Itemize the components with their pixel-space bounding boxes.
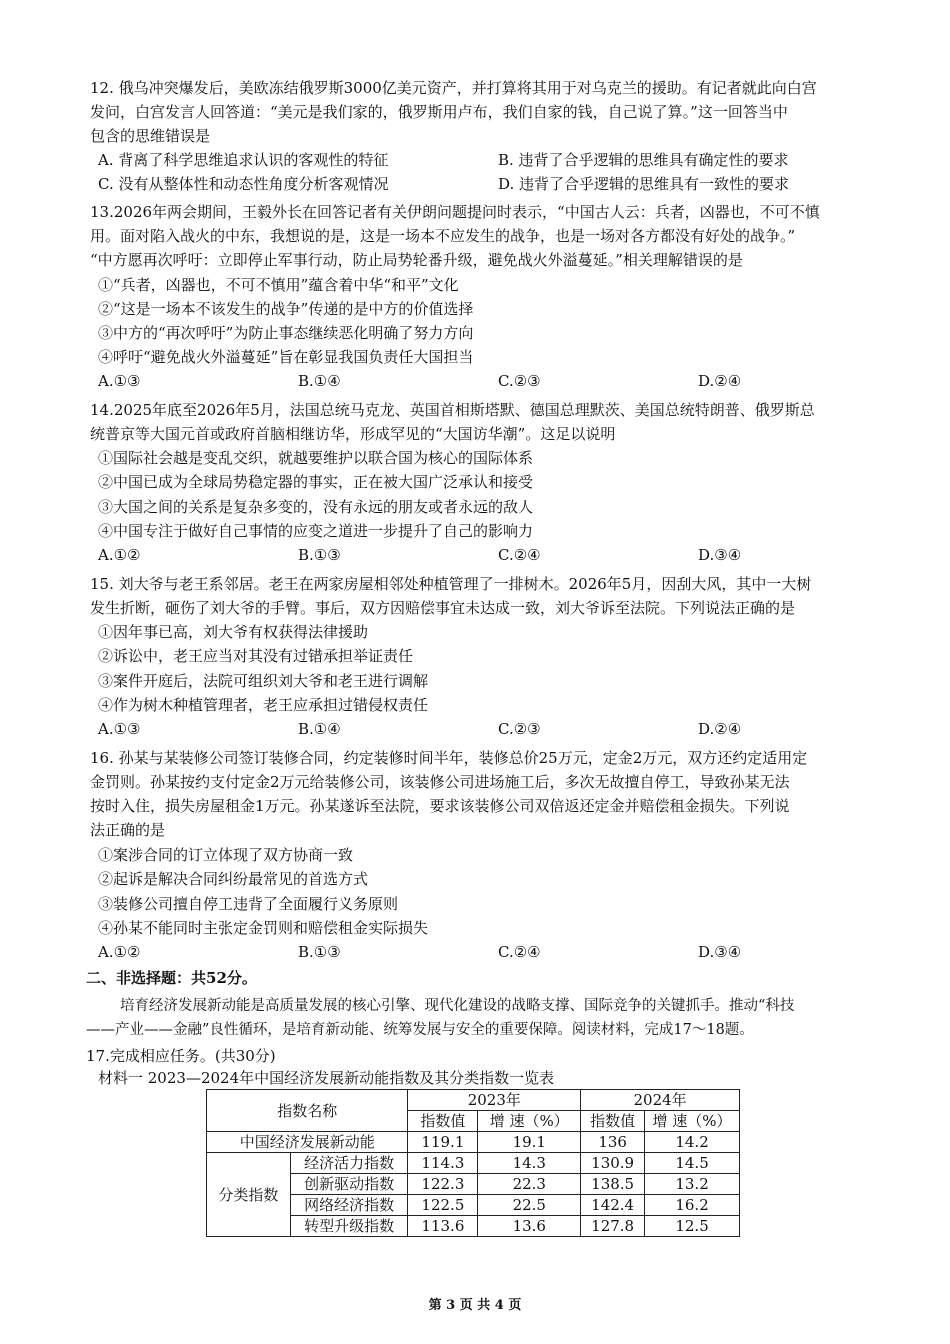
page-footer: 第 3 页 共 4 页	[428, 1298, 522, 1313]
options-row	[0, 545, 950, 565]
section-intro: 培育经济发展新动能是高质量发展的核心引擎、现代化建设的战略支撑、国际竞争的关键抓手。推动“科技	[120, 998, 795, 1014]
option-c: C.②④	[498, 546, 541, 564]
options-row	[0, 174, 950, 194]
section-heading: 二、非选择题：共52分。	[86, 969, 257, 987]
cell-value: 113.6	[408, 1216, 478, 1237]
options-row	[0, 942, 950, 962]
row-label: 转型升级指数	[290, 1216, 408, 1237]
question-text: 发生折断，砸伤了刘大爷的手臂。事后，双方因赔偿事宜未达成一致，刘大爷诉至法院。下列说法正确的是	[90, 599, 796, 617]
row-label: 中国经济发展新动能	[207, 1132, 408, 1153]
statement-1: ①案涉合同的订立体现了双方协商一致	[98, 846, 354, 864]
table-row	[207, 1153, 740, 1174]
statement-4: ④作为树木种植管理者，老王应承担过错侵权责任	[98, 696, 429, 714]
header-year-2024: 2024年	[581, 1090, 740, 1111]
cell-value: 130.9	[581, 1153, 645, 1174]
header-growth: 增 速（%）	[645, 1111, 740, 1132]
header-growth: 增 速（%）	[478, 1111, 581, 1132]
row-label: 创新驱动指数	[290, 1174, 408, 1195]
statement-2: ②诉讼中，老王应当对其没有过错承担举证责任	[98, 647, 414, 665]
option-c: C. 没有从整体性和动态性角度分析客观情况	[98, 175, 389, 193]
question-text: 用。面对陷入战火的中东，我想说的是，这是一场本不应发生的战争，也是一场对各方都没有好处的战争。”	[90, 227, 796, 245]
row-label: 经济活力指数	[290, 1153, 408, 1174]
option-c: C.②③	[498, 720, 541, 738]
cell-growth: 22.3	[478, 1174, 581, 1195]
option-d: D.②④	[698, 372, 742, 390]
header-index-name: 指数名称	[207, 1090, 408, 1132]
cell-growth: 16.2	[645, 1195, 740, 1216]
option-b: B.①③	[298, 943, 341, 961]
statement-1: ①“兵者，凶器也，不可不慎用”蕴含着中华“和平”文化	[98, 276, 459, 294]
statement-3: ③中方的“再次呼吁”为防止事态继续恶化明确了努力方向	[98, 324, 474, 342]
question-17-title: 17.完成相应任务。(共30分)	[86, 1047, 276, 1065]
cell-value: 122.5	[408, 1195, 478, 1216]
question-text: 金罚则。孙某按约支付定金2万元给装修公司，该装修公司进场施工后，多次无故擅自停工，导致孙某无法	[90, 773, 790, 791]
row-label: 网络经济指数	[290, 1195, 408, 1216]
option-d: D. 违背了合乎逻辑的思维具有一致性的要求	[498, 175, 790, 193]
question-text: 13.2026年两会期间，王毅外长在回答记者有关伊朗问题提问时表示，“中国古人云：兵者，凶器也，不可不慎	[90, 203, 820, 221]
option-b: B.①④	[298, 372, 341, 390]
option-a: A.①②	[98, 546, 141, 564]
table-row	[207, 1132, 740, 1153]
header-index-value: 指数值	[581, 1111, 645, 1132]
cell-growth: 22.5	[478, 1195, 581, 1216]
question-text: 14.2025年底至2026年5月，法国总统马克龙、英国首相斯塔默、德国总理默茨、美国总统特朗普、俄罗斯总	[90, 401, 815, 419]
cell-growth: 12.5	[645, 1216, 740, 1237]
question-text: 法正确的是	[90, 821, 166, 839]
statement-4: ④呼吁“避免战火外溢蔓延”旨在彰显我国负责任大国担当	[98, 348, 474, 366]
question-text: “中方愿再次呼吁：立即停止军事行动，防止局势轮番升级，避免战火外溢蔓延。”相关理解错误的是	[90, 251, 743, 269]
cell-value: 114.3	[408, 1153, 478, 1174]
question-text: 发问，白宫发言人回答道：“美元是我们家的，俄罗斯用卢布，我们自家的钱，自己说了算。”这一回答当中	[90, 103, 788, 121]
options-row	[0, 371, 950, 391]
option-c: C.②③	[498, 372, 541, 390]
statement-1: ①国际社会越是变乱交织，就越要维护以联合国为核心的国际体系	[98, 449, 534, 467]
option-a: A.①③	[98, 720, 141, 738]
group-label: 分类指数	[207, 1153, 291, 1237]
option-a: A.①②	[98, 943, 141, 961]
question-text: 15. 刘大爷与老王系邻居。老王在两家房屋相邻处种植管理了一排树木。2026年5月，因刮大风，其中一大树	[90, 575, 812, 593]
option-d: D.③④	[698, 943, 742, 961]
cell-value: 127.8	[581, 1216, 645, 1237]
question-text: 16. 孙某与某装修公司签订装修合同，约定装修时间半年，装修总价25万元，定金2万元，双方还约定适用定	[90, 749, 808, 767]
cell-growth: 13.6	[478, 1216, 581, 1237]
statement-4: ④孙某不能同时主张定金罚则和赔偿租金实际损失	[98, 919, 429, 937]
cell-growth: 14.2	[645, 1132, 740, 1153]
statement-3: ③大国之间的关系是复杂多变的，没有永远的朋友或者永远的敌人	[98, 498, 534, 516]
option-b: B.①③	[298, 546, 341, 564]
question-text: 按时入住，损失房屋租金1万元。孙某遂诉至法院，要求该装修公司双倍返还定金并赔偿租金损失。下列说	[90, 797, 790, 815]
statement-4: ④中国专注于做好自己事情的应变之道进一步提升了自己的影响力	[98, 522, 534, 540]
statement-2: ②起诉是解决合同纠纷最常见的首选方式	[98, 870, 369, 888]
option-d: D.③④	[698, 546, 742, 564]
index-table	[206, 1089, 740, 1237]
statement-3: ③案件开庭后，法院可组织刘大爷和老王进行调解	[98, 672, 429, 690]
cell-growth: 19.1	[478, 1132, 581, 1153]
option-b: B. 违背了合乎逻辑的思维具有确定性的要求	[498, 151, 789, 169]
cell-value: 122.3	[408, 1174, 478, 1195]
material-title: 材料一 2023—2024年中国经济发展新动能指数及其分类指数一览表	[98, 1069, 555, 1087]
question-text: 12. 俄乌冲突爆发后，美欧冻结俄罗斯3000亿美元资产，并打算将其用于对乌克兰的援助。有记者就此向白宫	[90, 79, 817, 97]
options-row	[0, 150, 950, 170]
question-text: 统普京等大国元首或政府首脑相继访华，形成罕见的“大国访华潮”。这足以说明	[90, 425, 616, 443]
statement-2: ②“这是一场本不该发生的战争”传递的是中方的价值选择	[98, 300, 474, 318]
statement-3: ③装修公司擅自停工违背了全面履行义务原则	[98, 895, 399, 913]
option-a: A.①③	[98, 372, 141, 390]
cell-growth: 14.3	[478, 1153, 581, 1174]
section-intro: ——产业——金融”良性循环，是培育新动能、统筹发展与安全的重要保障。阅读材料，完成17～18题。	[86, 1022, 754, 1038]
option-c: C.②④	[498, 943, 541, 961]
cell-value: 119.1	[408, 1132, 478, 1153]
option-a: A. 背离了科学思维追求认识的客观性的特征	[98, 151, 389, 169]
option-d: D.②④	[698, 720, 742, 738]
header-year-2023: 2023年	[408, 1090, 581, 1111]
statement-1: ①因年事已高，刘大爷有权获得法律援助	[98, 623, 369, 641]
options-row	[0, 719, 950, 739]
cell-value: 142.4	[581, 1195, 645, 1216]
option-b: B.①④	[298, 720, 341, 738]
cell-value: 138.5	[581, 1174, 645, 1195]
question-text: 包含的思维错误是	[90, 127, 211, 145]
cell-value: 136	[581, 1132, 645, 1153]
statement-2: ②中国已成为全球局势稳定器的事实，正在被大国广泛承认和接受	[98, 473, 534, 491]
cell-growth: 14.5	[645, 1153, 740, 1174]
header-index-value: 指数值	[408, 1111, 478, 1132]
cell-growth: 13.2	[645, 1174, 740, 1195]
